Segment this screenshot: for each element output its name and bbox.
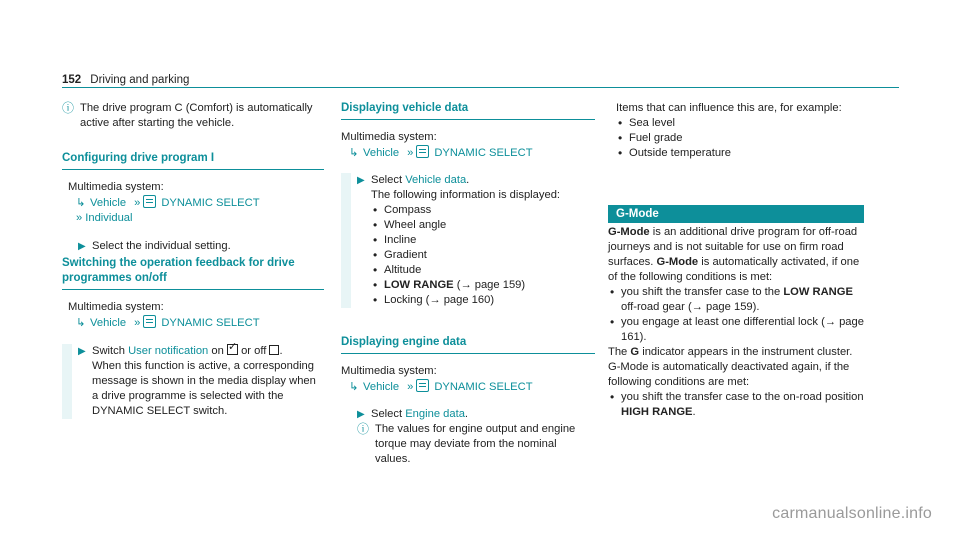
menu-path: [341, 364, 595, 395]
list-item: • you engage at least one differential lock (→ page 161).: [608, 315, 864, 345]
step-select-engine-data: ▶ Select Engine data.: [357, 408, 469, 420]
ms-label: Multimedia system:: [341, 365, 437, 377]
page-title: Driving and parking: [90, 74, 190, 86]
checkbox-checked-icon: [227, 344, 238, 355]
section-vehicle-data: [341, 101, 595, 308]
page-number: 152: [62, 74, 82, 86]
link-user-notification: User notification: [128, 345, 209, 357]
section-operation-feedback: [62, 256, 324, 419]
path-vehicle: Vehicle: [363, 381, 400, 393]
menu-path: [62, 300, 324, 331]
double-chevron-icon: »: [134, 197, 139, 209]
path-arrow-icon: ↳: [76, 317, 86, 329]
section-banner: G-Mode: [608, 205, 864, 223]
section-g-mode: [608, 205, 864, 420]
list-item: • Fuel grade: [616, 131, 866, 146]
path-vehicle: Vehicle: [90, 317, 127, 329]
path-vehicle: Vehicle: [90, 197, 127, 209]
g-mode-description: G-Mode is an additional drive program for off-road journeys and is not suitable for use on firm road surfaces. G-Mode is automatically activated, if one of the following conditions is met:: [608, 226, 860, 283]
page-header: [62, 73, 899, 88]
path-dynamic-select: DYNAMIC SELECT: [161, 317, 260, 329]
list-item: • Compass: [371, 203, 595, 218]
list-item: • Altitude: [371, 263, 595, 278]
step-text: Select the individual setting.: [92, 240, 231, 252]
car-icon: [143, 195, 156, 208]
section-title: Displaying vehicle data: [341, 101, 595, 120]
list-item: • Incline: [371, 233, 595, 248]
note-text: The drive program C (Comfort) is automatically active after starting the vehicle.: [80, 102, 313, 129]
deactivation-conditions: [608, 390, 864, 420]
activation-conditions: [608, 285, 864, 345]
car-icon: [416, 145, 429, 158]
step-select-setting: [62, 239, 324, 254]
list-item: • you shift the transfer case to the LOW RANGE off-road gear (→ page 159).: [608, 285, 864, 315]
list-item: • LOW RANGE (→ page 159): [371, 278, 595, 293]
g-indicator-text: The G indicator appears in the instrument cluster.: [608, 346, 853, 358]
list-item: • you shift the transfer case to the on-road position HIGH RANGE.: [608, 390, 864, 420]
double-chevron-icon: »: [407, 381, 412, 393]
step-description: The following information is displayed:: [371, 189, 561, 201]
ms-label: Multimedia system:: [68, 301, 164, 313]
info-icon: ⓘ: [357, 422, 370, 436]
section-title: Displaying engine data: [341, 335, 595, 354]
section-title: Switching the operation feedback for drive programmes on/off: [62, 256, 324, 290]
path-vehicle: Vehicle: [363, 147, 400, 159]
path-arrow-icon: ↳: [349, 381, 359, 393]
path-dynamic-select: DYNAMIC SELECT: [434, 381, 533, 393]
path-arrow-icon: ↳: [349, 147, 359, 159]
car-icon: [143, 315, 156, 328]
step-arrow-icon: ▶: [357, 175, 365, 186]
step-arrow-icon: ▶: [78, 346, 86, 357]
step-arrow-icon: ▶: [78, 241, 86, 252]
double-chevron-icon: »: [407, 147, 412, 159]
ms-label: Multimedia system:: [341, 131, 437, 143]
path-individual: Individual: [85, 212, 133, 224]
watermark: carmanualsonline.info: [772, 505, 932, 522]
vehicle-data-list: [371, 203, 595, 308]
note-engine-values: [341, 422, 595, 467]
checkbox-empty-icon: [269, 345, 279, 355]
step-switch-notification: ▶ Switch User notification on ✓ or off . When this function is active, a corresponding message is shown in the media display when a drive programme is selected with the DYNAMIC SELECT switch.: [62, 344, 324, 419]
section-engine-data: [341, 335, 595, 467]
path-arrow-icon: ↳: [76, 197, 86, 209]
path-dynamic-select: DYNAMIC SELECT: [434, 147, 533, 159]
note-text: The values for engine output and engine torque may deviate from the nominal values.: [375, 423, 576, 465]
step-arrow-icon: ▶: [357, 409, 365, 420]
influence-list: [616, 101, 866, 161]
intro-text: Items that can influence this are, for example:: [616, 102, 842, 114]
double-chevron-icon: »: [134, 317, 139, 329]
link-engine-data: Engine data: [405, 408, 465, 420]
deactivation-intro: G-Mode is automatically deactivated again, if the following conditions are met:: [608, 361, 850, 388]
ms-label: Multimedia system:: [68, 181, 164, 193]
link-vehicle-data: Vehicle data: [405, 174, 467, 186]
list-item: • Locking (→ page 160): [371, 293, 595, 308]
info-icon: ⓘ: [62, 101, 75, 115]
list-item: • Gradient: [371, 248, 595, 263]
section-title: Configuring drive program I: [62, 151, 324, 170]
list-item: • Sea level: [616, 116, 866, 131]
double-chevron-icon: »: [76, 212, 81, 224]
section-configure-drive-program: [62, 151, 324, 254]
menu-path: [62, 180, 324, 226]
path-dynamic-select: DYNAMIC SELECT: [161, 197, 260, 209]
list-item: • Outside temperature: [616, 146, 866, 161]
list-item: • Wheel angle: [371, 218, 595, 233]
note-comfort: [62, 101, 320, 131]
car-icon: [416, 379, 429, 392]
menu-path: [341, 130, 595, 161]
step-select-vehicle-data: ▶ Select Vehicle data. The following information is displayed: • Compass • Wheel angle • Incline • Gradient • Altitude • LOW RANGE (→ page 159) • Locking (→ page 160): [341, 173, 595, 308]
step-description: When this function is active, a corresponding message is shown in the media display when a drive programme is selected with the DYNAMIC SELECT switch.: [92, 360, 316, 417]
